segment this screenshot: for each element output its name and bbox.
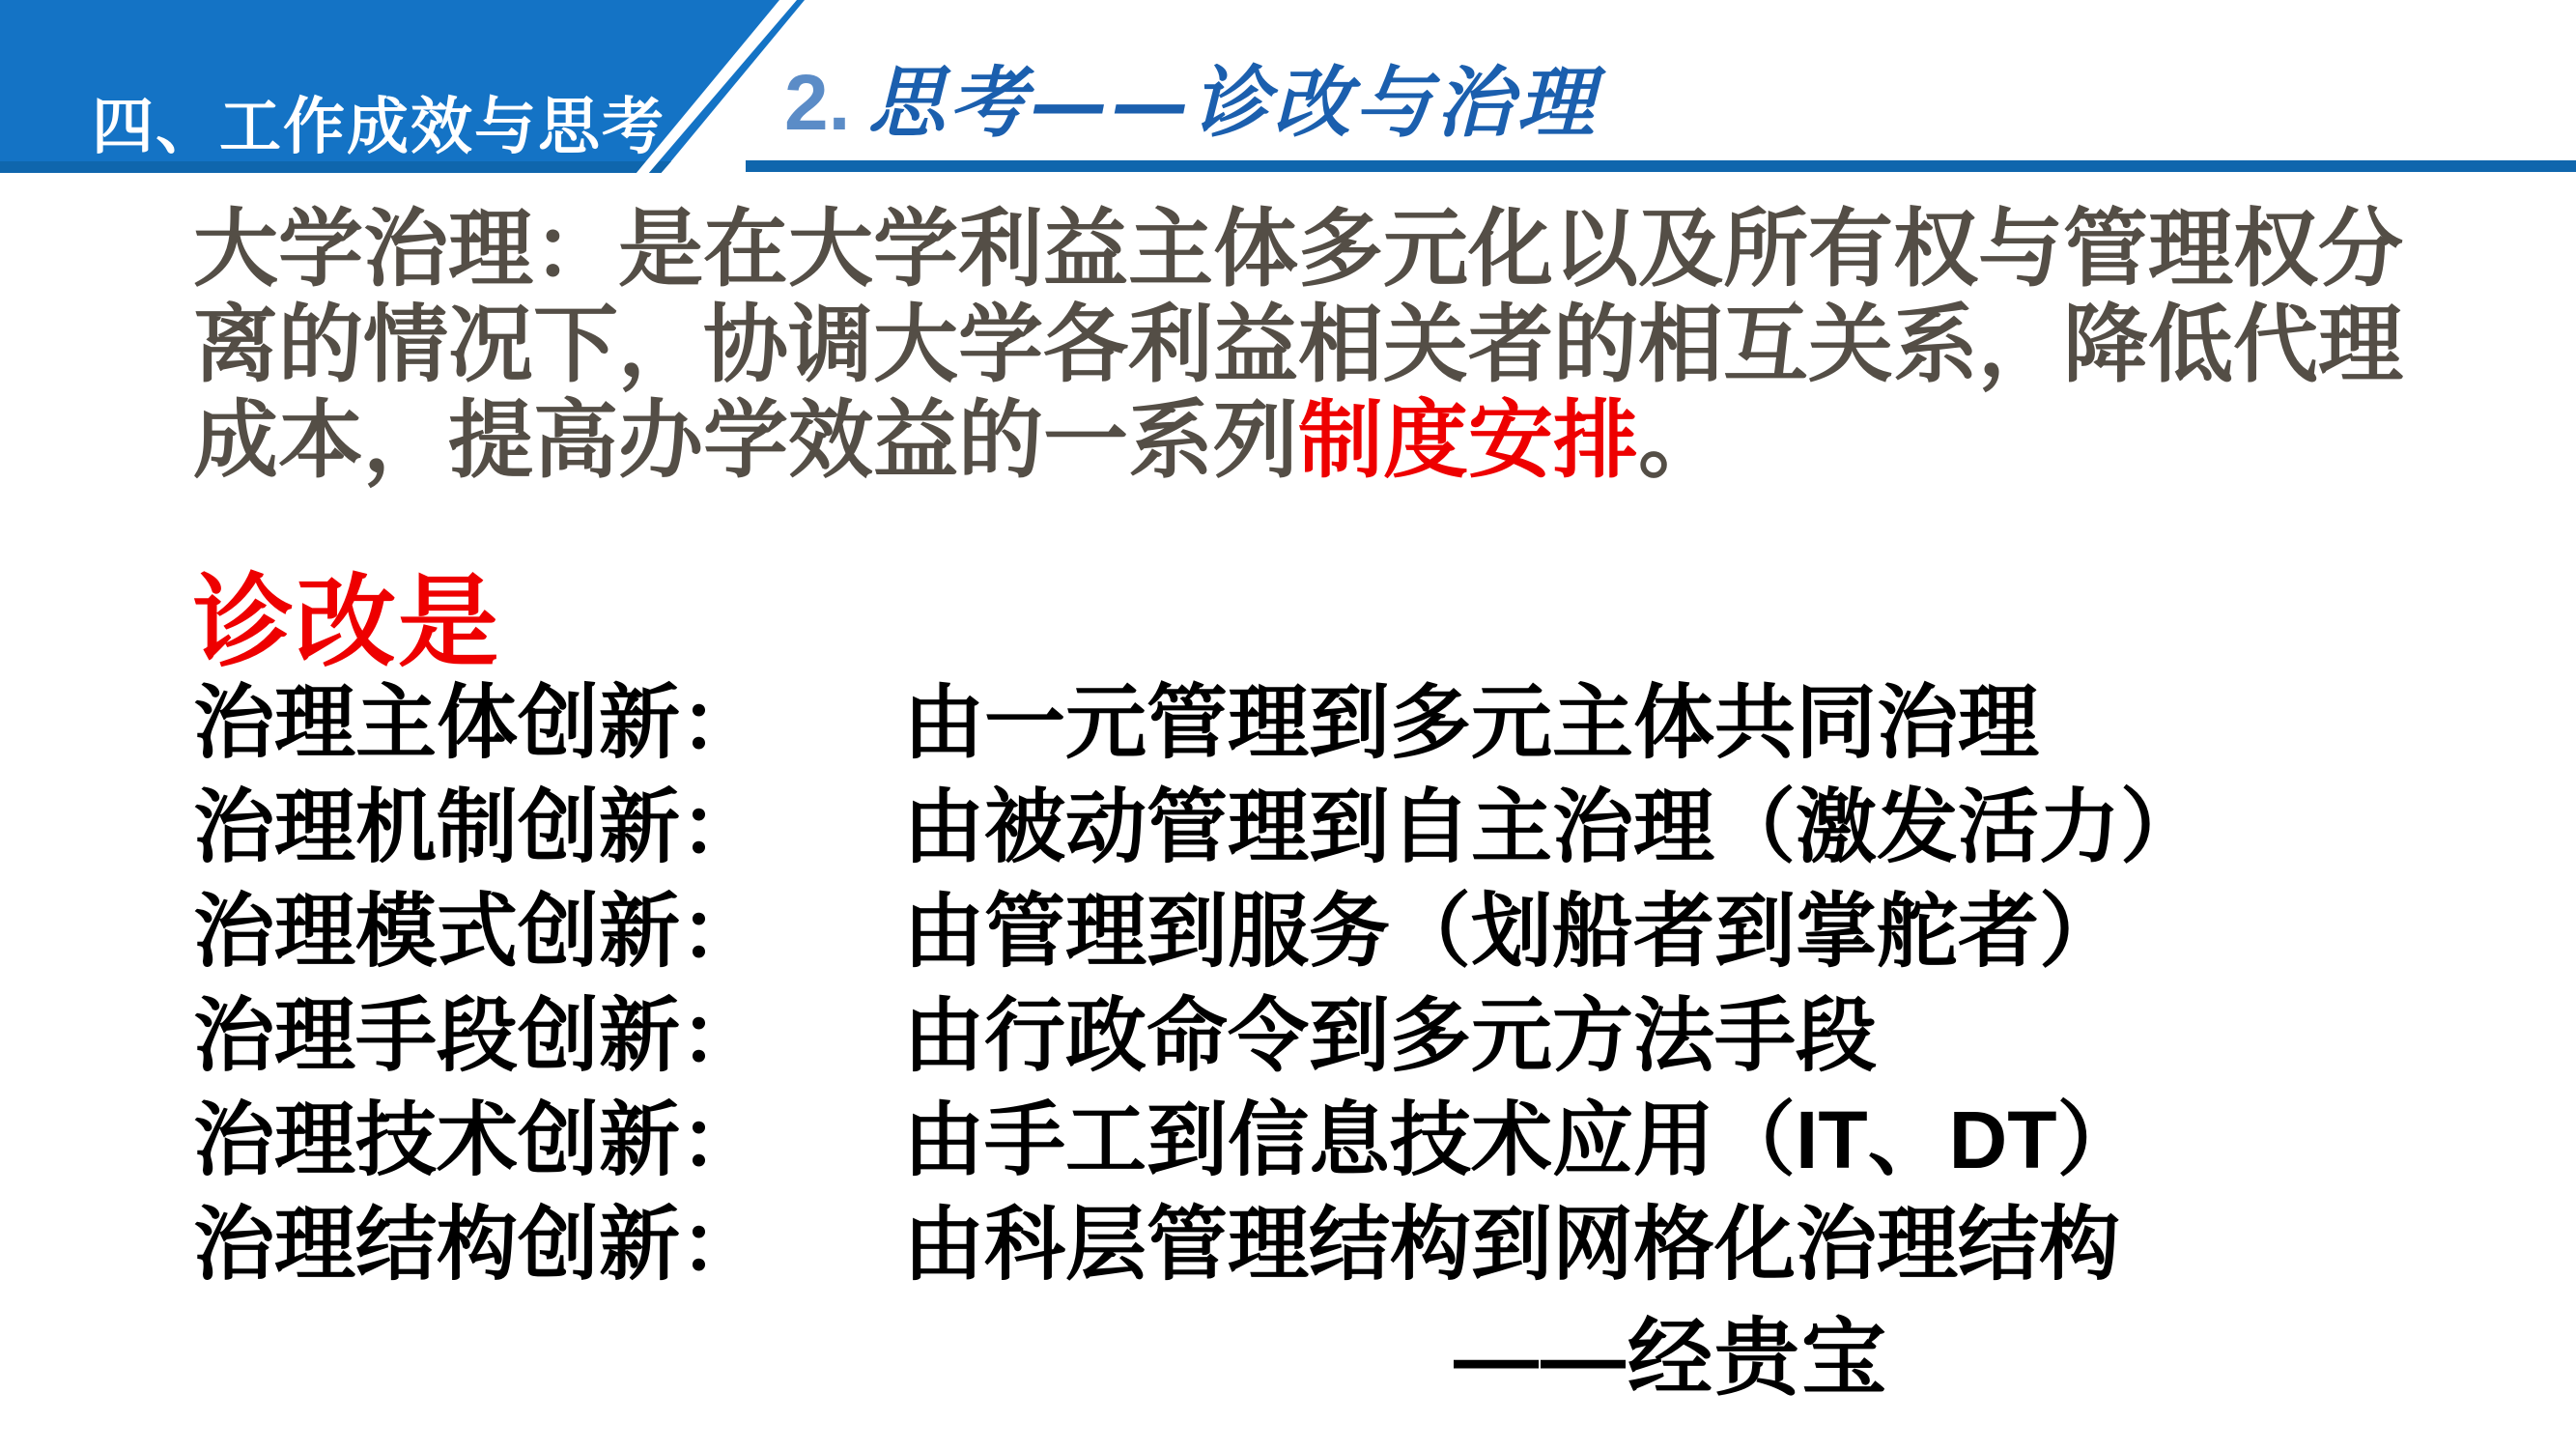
list-item xyxy=(193,1192,2463,1296)
list-item xyxy=(193,670,2463,775)
list-item-value: 由科层管理结构到网格化治理结构 xyxy=(903,1199,2121,1290)
definition-line-1: 大学治理：是在大学利益主体多元化以及所有权与管理权分 xyxy=(193,201,2404,297)
definition-line-2: 离的情况下，协调大学各利益相关者的相互关系，降低代理 xyxy=(193,297,2404,392)
attribution: ——经贵宝 xyxy=(1454,1310,1889,1406)
diagnosis-heading: 诊改是 xyxy=(193,567,501,679)
definition-line-3 xyxy=(193,392,2511,488)
list-item xyxy=(193,775,2463,879)
subsection-number: 2. xyxy=(784,59,851,147)
list-item-value: 由被动管理到自主治理（激发活力） xyxy=(903,782,2202,872)
list-item-label: 治理手段创新： xyxy=(193,990,762,1081)
header-divider-rule xyxy=(746,160,2576,172)
definition-line-3-suffix: 。 xyxy=(1638,392,1724,488)
list-item-value: 由管理到服务（划船者到掌舵者） xyxy=(903,886,2121,977)
definition-paragraph xyxy=(193,201,2511,488)
definition-highlight: 制度安排 xyxy=(1298,392,1639,488)
list-item-label: 治理机制创新： xyxy=(193,782,762,872)
list-item xyxy=(193,879,2463,983)
list-item-label: 治理主体创新： xyxy=(193,677,762,768)
list-item-label: 治理模式创新： xyxy=(193,886,762,977)
list-item xyxy=(193,983,2463,1088)
list-item-label: 治理技术创新： xyxy=(193,1095,762,1185)
list-item-value: 由行政命令到多元方法手段 xyxy=(903,990,1878,1081)
section-title: 四、工作成效与思考 xyxy=(92,92,665,161)
list-item-label: 治理结构创新： xyxy=(193,1199,762,1290)
list-item-value: 由手工到信息技术应用（IT、DT） xyxy=(903,1095,2138,1185)
subsection-title: 思考——诊改与治理 xyxy=(867,57,1599,148)
definition-line-3-prefix: 成本，提高办学效益的一系列 xyxy=(193,392,1299,488)
list-item xyxy=(193,1088,2463,1192)
innovation-list xyxy=(193,670,2463,1296)
list-item-value: 由一元管理到多元主体共同治理 xyxy=(903,677,2040,768)
subsection-header xyxy=(784,41,1598,152)
